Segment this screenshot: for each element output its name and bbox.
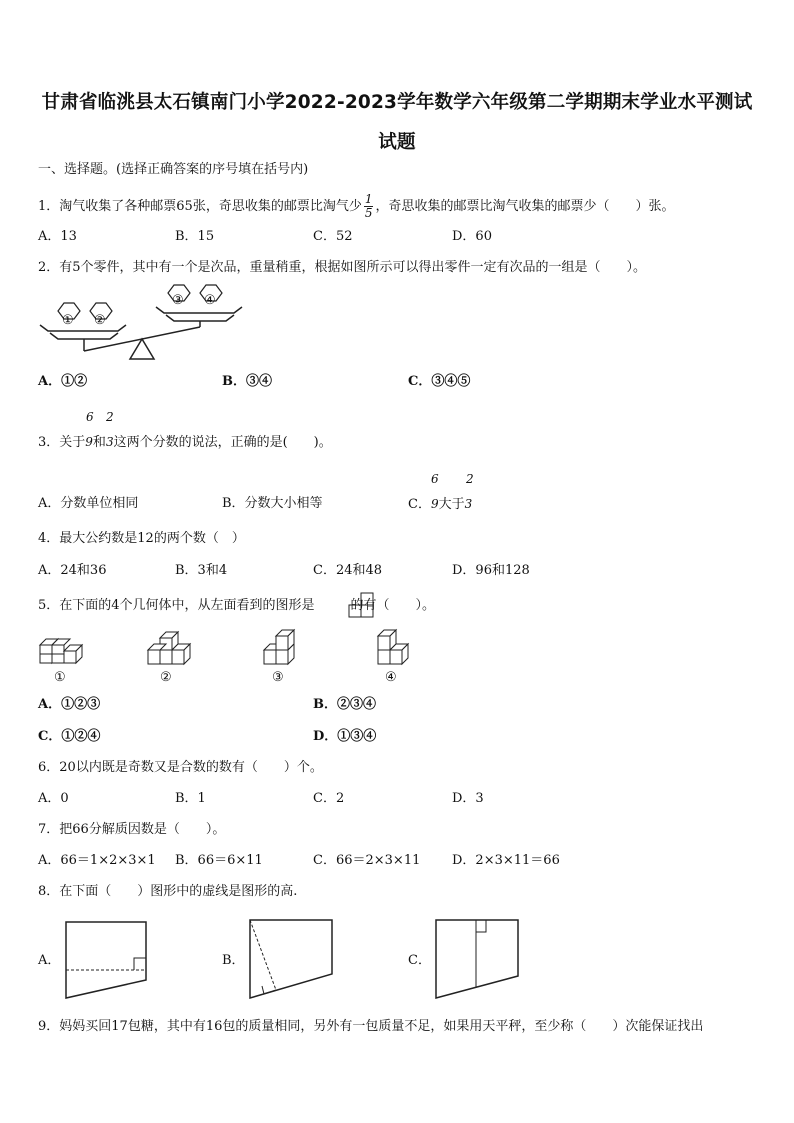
scale-item-1: ① <box>62 313 74 328</box>
q1-option-a[interactable]: A．13 <box>38 229 77 244</box>
q3-option-a[interactable]: A．分数单位相同 <box>38 496 139 511</box>
solid-label-2: ② <box>160 670 172 685</box>
question-2: 2．有5个零件，其中有一个是次品，重量稍重，根据如图所示可以得出零件一定有次品的一组是（ ）。 <box>38 260 647 275</box>
q5-pre: 5．在下面的4个几何体中，从左面看到的图形是 <box>38 598 315 613</box>
q4-option-c[interactable]: C．24和48 <box>313 563 383 578</box>
q3-option-c-label: C． <box>408 497 431 512</box>
q5-option-d[interactable]: D．①③④ <box>313 729 377 744</box>
q2-option-a[interactable]: A．①② <box>38 374 88 389</box>
q7-option-b[interactable]: B．66＝6×11 <box>175 853 263 868</box>
solid-3-icon <box>262 630 306 668</box>
q4-option-a[interactable]: A．24和36 <box>38 563 107 578</box>
q7-option-c[interactable]: C．66＝2×3×11 <box>313 853 421 868</box>
section-heading: 一、选择题。(选择正确答案的序号填在括号内) <box>38 162 309 177</box>
q1-text-pre: 1．淘气收集了各种邮票65张，奇思收集的邮票比淘气少 <box>38 199 362 214</box>
q4-option-d[interactable]: D．96和128 <box>452 563 530 578</box>
page-title: 甘肃省临洮县太石镇南门小学2022-2023学年数学六年级第二学期期末学业水平测试 <box>41 92 753 113</box>
q5-post: 的有（ ）。 <box>350 598 436 613</box>
q6-option-a[interactable]: A．0 <box>38 791 69 806</box>
q3-c-frac2-num: 2 <box>466 472 474 486</box>
q6-option-d[interactable]: D．3 <box>452 791 484 806</box>
q3-c-frac2-den: 3 <box>464 497 473 511</box>
solid-2-icon <box>146 630 196 668</box>
q8-option-a[interactable]: A． <box>38 953 61 968</box>
q3-mid: 和 <box>92 435 106 450</box>
q3-option-c[interactable] <box>408 496 472 513</box>
q3-frac2-den: 3 <box>105 435 114 449</box>
q6-option-b[interactable]: B．1 <box>175 791 206 806</box>
q3-option-b[interactable]: B．分数大小相等 <box>222 496 323 511</box>
solid-label-1: ① <box>54 670 66 685</box>
q2-option-b[interactable]: B．③④ <box>222 374 272 389</box>
trapezoid-c-figure <box>432 918 522 1000</box>
scale-item-3: ③ <box>172 293 184 308</box>
trapezoid-a-figure <box>62 920 150 1000</box>
q1-option-c[interactable]: C．52 <box>313 229 353 244</box>
q2-option-c[interactable]: C．③④⑤ <box>408 374 471 389</box>
q5-option-b[interactable]: B．②③④ <box>313 697 376 712</box>
question-6: 6．20以内既是奇数又是合数的数有（ ）个。 <box>38 760 323 775</box>
q1-fraction <box>364 193 374 220</box>
q7-option-a[interactable]: A．66＝1×2×3×1 <box>38 853 156 868</box>
solid-label-3: ③ <box>272 670 284 685</box>
q5-option-a[interactable]: A．①②③ <box>38 697 101 712</box>
q1-text-post: ，奇思收集的邮票比淘气收集的邮票少（ ）张。 <box>375 199 675 214</box>
question-1 <box>38 193 674 220</box>
q3-c-frac1-den: 9 <box>430 497 439 511</box>
question-5 <box>38 598 435 614</box>
question-4: 4．最大公约数是12的两个数（ ） <box>38 531 245 546</box>
q3-c-frac1-num: 6 <box>431 472 439 486</box>
question-3 <box>38 434 332 451</box>
trapezoid-b-figure <box>246 918 336 1000</box>
q1-frac-num: 1 <box>364 192 373 206</box>
q6-option-c[interactable]: C．2 <box>313 791 345 806</box>
q8-option-c[interactable]: C． <box>408 953 431 968</box>
q3-frac2-num: 2 <box>106 410 114 424</box>
left-view-shape-icon <box>348 592 374 618</box>
solid-4-icon <box>376 630 420 668</box>
question-7: 7．把66分解质因数是（ ）。 <box>38 822 226 837</box>
q5-option-c[interactable]: C．①②④ <box>38 729 101 744</box>
q3-frac1-num: 6 <box>86 410 94 424</box>
q1-frac-den: 5 <box>364 206 373 220</box>
solid-label-4: ④ <box>385 670 397 685</box>
q1-option-d[interactable]: D．60 <box>452 229 492 244</box>
q4-option-b[interactable]: B．3和4 <box>175 563 228 578</box>
q3-post: 这两个分数的说法，正确的是( )。 <box>113 435 332 450</box>
q1-option-b[interactable]: B．15 <box>175 229 215 244</box>
solid-1-icon <box>38 633 88 667</box>
page-title-line2: 试题 <box>378 132 416 153</box>
question-8: 8．在下面（ ）图形中的虚线是图形的高. <box>38 884 298 899</box>
question-9: 9．妈妈买回17包糖，其中有16包的质量相同，另外有一包质量不足，如果用天平秤，至少称（ ）次能保证找出 <box>38 1019 704 1034</box>
q3-option-c-mid: 大于 <box>438 497 465 512</box>
q7-option-d[interactable]: D．2×3×11＝66 <box>452 853 560 868</box>
q3-pre: 3．关于 <box>38 435 86 450</box>
scale-item-4: ④ <box>204 293 216 308</box>
scale-item-2: ② <box>94 313 106 328</box>
q8-option-b[interactable]: B． <box>222 953 245 968</box>
q3-frac1-den: 9 <box>85 435 93 449</box>
